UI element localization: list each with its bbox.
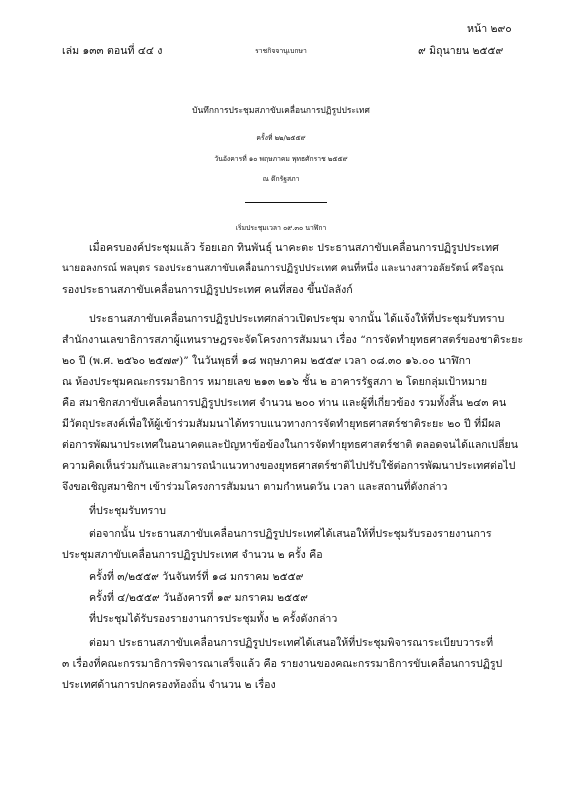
gazette-name: ราชกิจจานุเบกษา xyxy=(255,47,307,55)
paragraph-line: ๒๐ ปี (พ.ศ. ๒๕๖๐ ๒๕๗๙)” ในวันพุธที่ ๑๘ พฤษภาคม ๒๕๕๙ เวลา ๐๘.๓๐ ๑๖.๐๐ นาฬิกา xyxy=(62,355,471,367)
paragraph-line: ความคิดเห็นร่วมกันและสามารถนำแนวทางของยุทธศาสตร์ชาติไปปรับใช้ต่อการพัฒนาประเทศต่อไป xyxy=(62,460,516,472)
paragraph-line: ๓ เรื่องที่คณะกรรมาธิการพิจารณาเสร็จแล้ว คือ รายงานของคณะกรรมาธิการขับเคลื่อนการปฏิรูป xyxy=(62,658,503,670)
minutes-item: ครั้งที่ ๓/๒๕๕๙ วันจันทร์ที่ ๑๘ มกราคม ๒๕๕๙ xyxy=(89,571,304,583)
gazette-date: ๙ มิถุนายน ๒๕๕๙ xyxy=(418,45,504,57)
minutes-item: ครั้งที่ ๔/๒๕๕๙ วันอังคารที่ ๑๙ มกราคม ๒๕๕๙ xyxy=(89,592,308,604)
paragraph-line: ที่ประชุมได้รับรองรายงานการประชุมทั้ง ๒ ครั้งดังกล่าว xyxy=(89,613,338,625)
meeting-place: ณ ตึกรัฐสภา xyxy=(262,175,300,183)
paragraph-line: รองประธานสภาขับเคลื่อนการปฏิรูปประเทศ คนที่สอง ขึ้นบัลลังก์ xyxy=(62,284,353,296)
meeting-date: วันอังคารที่ ๑๐ พฤษภาคม พุทธศักราช ๒๕๕๙ xyxy=(214,155,348,163)
paragraph-line: คือ สมาชิกสภาขับเคลื่อนการปฏิรูปประเทศ จำนวน ๒๐๐ ท่าน และผู้ที่เกี่ยวข้อง รวมทั้งสิ้น ๒๔๓ คน xyxy=(62,397,507,409)
paragraph-line: มีวัตถุประสงค์เพื่อให้ผู้เข้าร่วมสัมมนาได้ทราบแนวทางการจัดทำยุทธศาสตร์ชาติระยะ ๒๐ ปี ที่มีผล xyxy=(62,418,501,430)
paragraph-line: ต่อการพัฒนาประเทศในอนาคตและปัญหาข้อข้องในการจัดทำยุทธศาสตร์ชาติ ตลอดจนได้แลกเปลี่ยน xyxy=(62,439,519,451)
paragraph-line: ประธานสภาขับเคลื่อนการปฏิรูปประเทศกล่าวเปิดประชุม จากนั้น ได้แจ้งให้ที่ประชุมรับทราบ xyxy=(89,313,505,325)
paragraph-line: ณ ห้องประชุมคณะกรรมาธิการ หมายเลข ๒๑๓ ๒๑๖ ชั้น ๒ อาคารรัฐสภา ๒ โดยกลุ่มเป้าหมาย xyxy=(62,376,488,388)
meeting-number: ครั้งที่ ๒๒/๒๕๕๙ xyxy=(256,134,306,142)
paragraph-line: จึงขอเชิญสมาชิกฯ เข้าร่วมโครงการสัมมนา ตามกำหนดวัน เวลา และสถานที่ดังกล่าว xyxy=(62,481,448,493)
title-divider xyxy=(245,202,327,203)
paragraph-line: ที่ประชุมรับทราบ xyxy=(89,505,167,517)
document-title: บันทึกการประชุมสภาขับเคลื่อนการปฏิรูปประเทศ xyxy=(192,106,370,116)
paragraph-line: ต่อมา ประธานสภาขับเคลื่อนการปฏิรูปประเทศได้เสนอให้ที่ประชุมพิจารณาระเบียบวาระที่ xyxy=(89,637,494,649)
volume-label: เล่ม ๑๓๓ ตอนที่ ๔๔ ง xyxy=(62,45,163,57)
paragraph-line: เมื่อครบองค์ประชุมแล้ว ร้อยเอก ทินพันธุ์ นาคะตะ ประธานสภาขับเคลื่อนการปฏิรูปประเทศ xyxy=(89,242,499,254)
page-number: หน้า ๒๙๐ xyxy=(467,23,512,35)
paragraph-line: ประเทศด้านการปกครองท้องถิ่น จำนวน ๒ เรื่อง xyxy=(62,679,276,691)
paragraph-line: นายอลงกรณ์ พลบุตร รองประธานสภาขับเคลื่อนการปฏิรูปประเทศ คนที่หนึ่ง และนางสาวอลัยรัตน์ ศรีอรุณ xyxy=(62,263,504,274)
paragraph-line: ประชุมสภาขับเคลื่อนการปฏิรูปประเทศ จำนวน ๒ ครั้ง คือ xyxy=(62,549,323,561)
paragraph-line: สำนักงานเลขาธิการสภาผู้แทนราษฎรจะจัดโครงการสัมมนา เรื่อง “การจัดทำยุทธศาสตร์ของชาติระยะ xyxy=(62,334,524,346)
start-time: เริ่มประชุมเวลา ๐๙.๓๐ นาฬิกา xyxy=(235,224,327,232)
paragraph-line: ต่อจากนั้น ประธานสภาขับเคลื่อนการปฏิรูปประเทศได้เสนอให้ที่ประชุมรับรองรายงานการ xyxy=(89,528,492,540)
